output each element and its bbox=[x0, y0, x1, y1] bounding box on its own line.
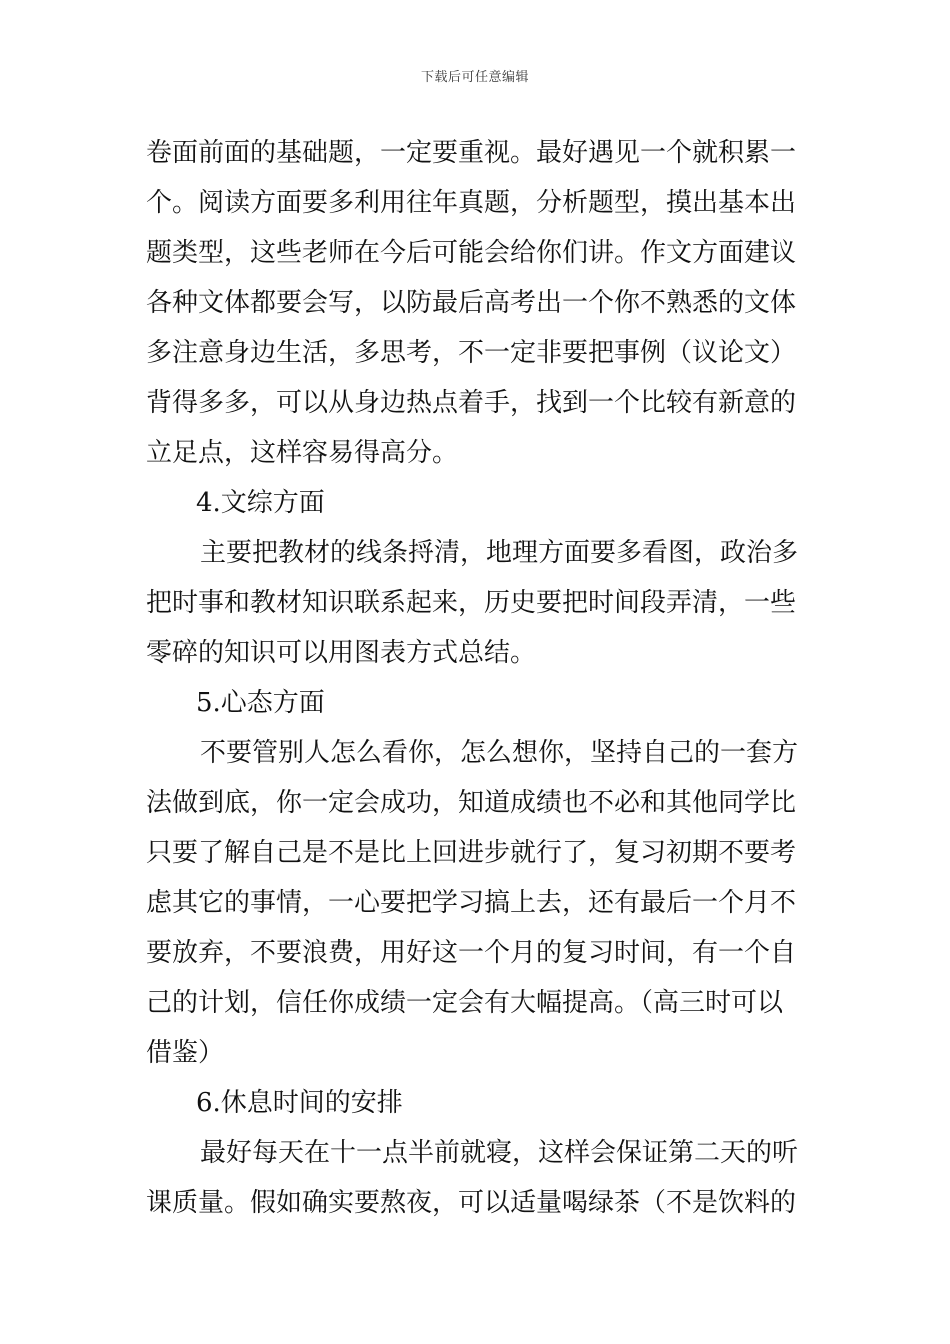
text-line: 背得多多，可以从身边热点着手，找到一个比较有新意的 bbox=[146, 388, 797, 418]
text-line: 借鉴） bbox=[146, 1038, 225, 1068]
section-heading-6: 6.休息时间的安排 bbox=[196, 1088, 403, 1118]
text-line: 卷面前面的基础题，一定要重视。最好遇见一个就积累一 bbox=[146, 138, 797, 168]
text-line: 只要了解自己是不是比上回进步就行了，复习初期不要考 bbox=[146, 838, 797, 868]
text-line: 最好每天在十一点半前就寝，这样会保证第二天的听 bbox=[200, 1138, 799, 1168]
text-line: 课质量。假如确实要熬夜，可以适量喝绿茶（不是饮料的 bbox=[146, 1188, 797, 1218]
text-line: 要放弃，不要浪费，用好这一个月的复习时间，有一个自 bbox=[146, 938, 797, 968]
text-line: 个。阅读方面要多利用往年真题，分析题型，摸出基本出 bbox=[146, 188, 797, 218]
text-line: 己的计划，信任你成绩一定会有大幅提高。（高三时可以 bbox=[146, 988, 784, 1018]
text-line: 立足点，这样容易得高分。 bbox=[146, 438, 459, 468]
text-line: 虑其它的事情，一心要把学习搞上去，还有最后一个月不 bbox=[146, 888, 797, 918]
section-heading-4: 4.文综方面 bbox=[196, 488, 325, 518]
page-header: 下载后可任意编辑 bbox=[420, 70, 529, 85]
text-line: 把时事和教材知识联系起来，历史要把时间段弄清，一些 bbox=[146, 588, 797, 618]
section-heading-5: 5.心态方面 bbox=[196, 688, 325, 718]
text-line: 不要管别人怎么看你，怎么想你，坚持自己的一套方 bbox=[200, 738, 799, 768]
text-line: 多注意身边生活，多思考，不一定非要把事例（议论文） bbox=[146, 338, 797, 368]
text-line: 法做到底，你一定会成功，知道成绩也不必和其他同学比 bbox=[146, 788, 797, 818]
body-text bbox=[146, 128, 806, 1228]
text-line: 各种文体都要会写，以防最后高考出一个你不熟悉的文体 bbox=[146, 288, 797, 318]
text-line: 零碎的知识可以用图表方式总结。 bbox=[146, 638, 537, 668]
text-line: 题类型，这些老师在今后可能会给你们讲。作文方面建议 bbox=[146, 238, 797, 268]
text-line: 主要把教材的线条捋清，地理方面要多看图，政治多 bbox=[200, 538, 799, 568]
